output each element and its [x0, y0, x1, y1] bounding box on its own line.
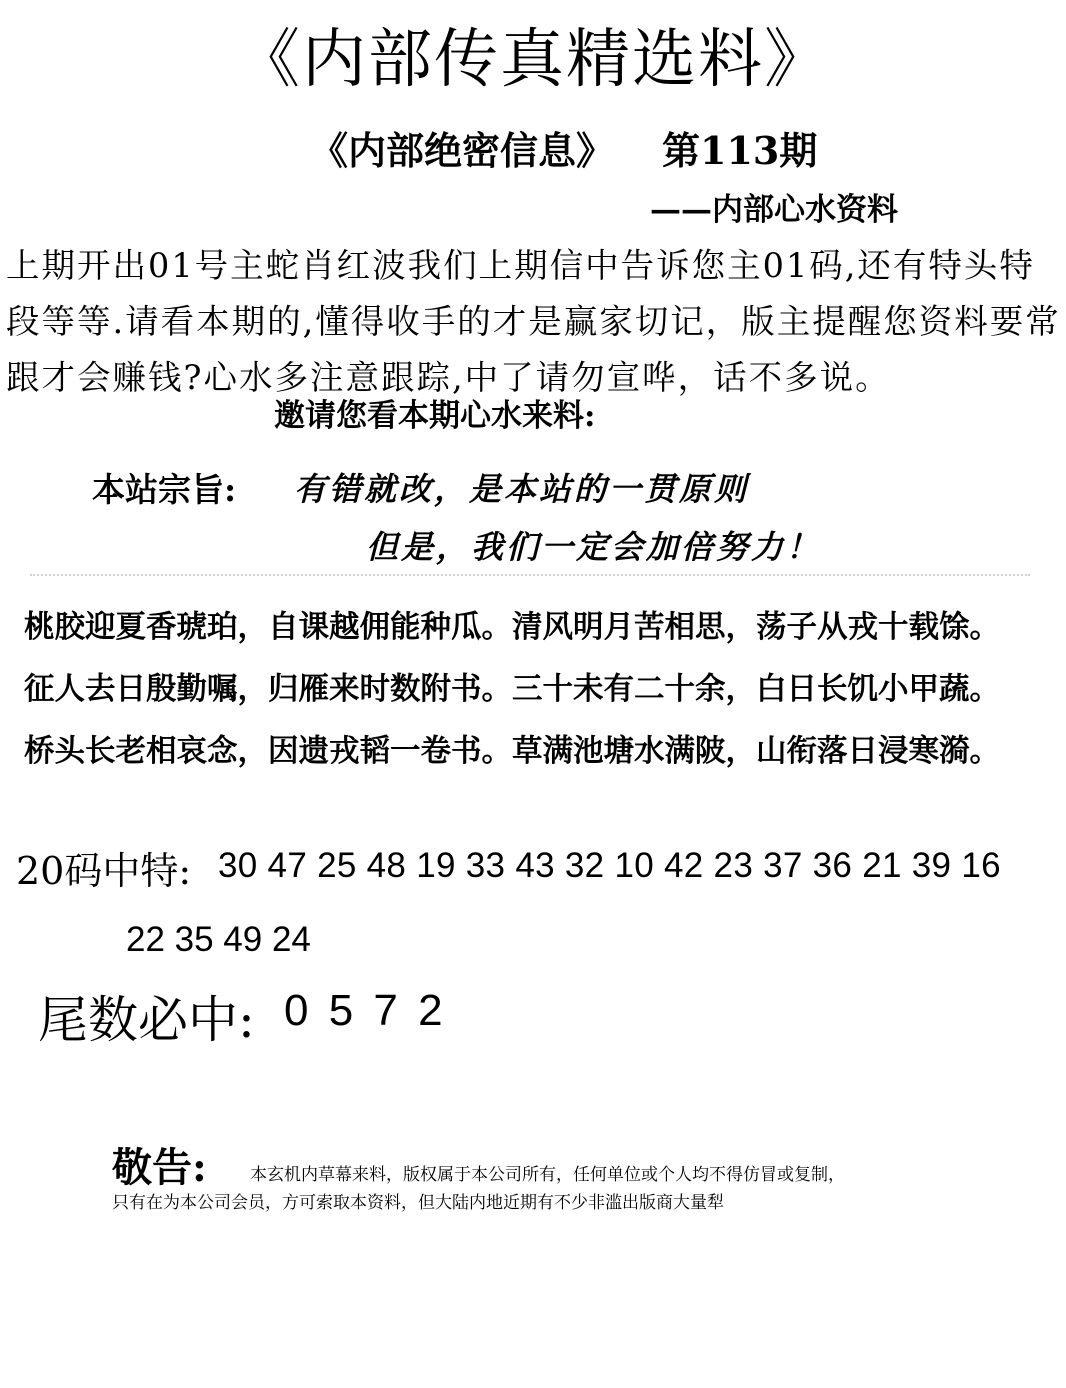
- issue-number: 第113期: [662, 128, 818, 173]
- invite-text: 邀请您看本期心水来料:: [274, 398, 596, 434]
- intro-paragraph: 上期开出01号主蛇肖红波我们上期信中告诉您主01码,还有特头特段等等.请看本期的,懂得收手的才是赢家切记，版主提醒您资料要常跟才会赚钱?心水多注意跟踪,中了请勿宣哗，话不多说。: [6, 246, 1061, 397]
- notice-label: 敬告:: [112, 1144, 207, 1191]
- codes-label: 20码中特:: [16, 849, 192, 893]
- tail-label: 尾数必中:: [38, 991, 255, 1049]
- notice-line-1: 本玄机内草幕来料，版权属于本公司所有，任何单位或个人均不得仿冒或复制，: [250, 1165, 845, 1185]
- motto-label: 本站宗旨:: [92, 470, 237, 509]
- poem-line: 桃胶迎夏香琥珀，自课越佣能种瓜。清风明月苦相思，荡子从戎十载馀。: [24, 609, 1000, 645]
- codes-line-2: 22 35 49 24: [126, 920, 311, 959]
- source-label: ——内部心水资料: [650, 192, 898, 228]
- poem-line: 桥头长老相哀念，因遗戎韬一卷书。草满池塘水满陂，山衔落日浸寒漪。: [24, 733, 1000, 769]
- poem-line: 征人去日殷勤嘱，归雁来时数附书。三十未有二十余，白日长饥小甲蔬。: [24, 671, 1000, 707]
- subtitle: 《内部绝密信息》: [310, 128, 615, 173]
- divider: [30, 574, 1030, 576]
- tail-values: 0 5 7 2: [284, 986, 447, 1035]
- motto-line-1: 有错就改，是本站的一贯原则: [294, 470, 750, 508]
- codes-line-1: 30 47 25 48 19 33 43 32 10 42 23 37 36 21 39 16: [218, 846, 1001, 885]
- motto-line-2: 但是，我们一定会加倍努力！: [366, 528, 822, 566]
- notice-line-2: 只有在为本公司会员，方可索取本资料，但大陆内地近期有不少非滥出版商大量犁: [112, 1193, 724, 1213]
- page-title: 《内部传真精选料》: [236, 23, 830, 97]
